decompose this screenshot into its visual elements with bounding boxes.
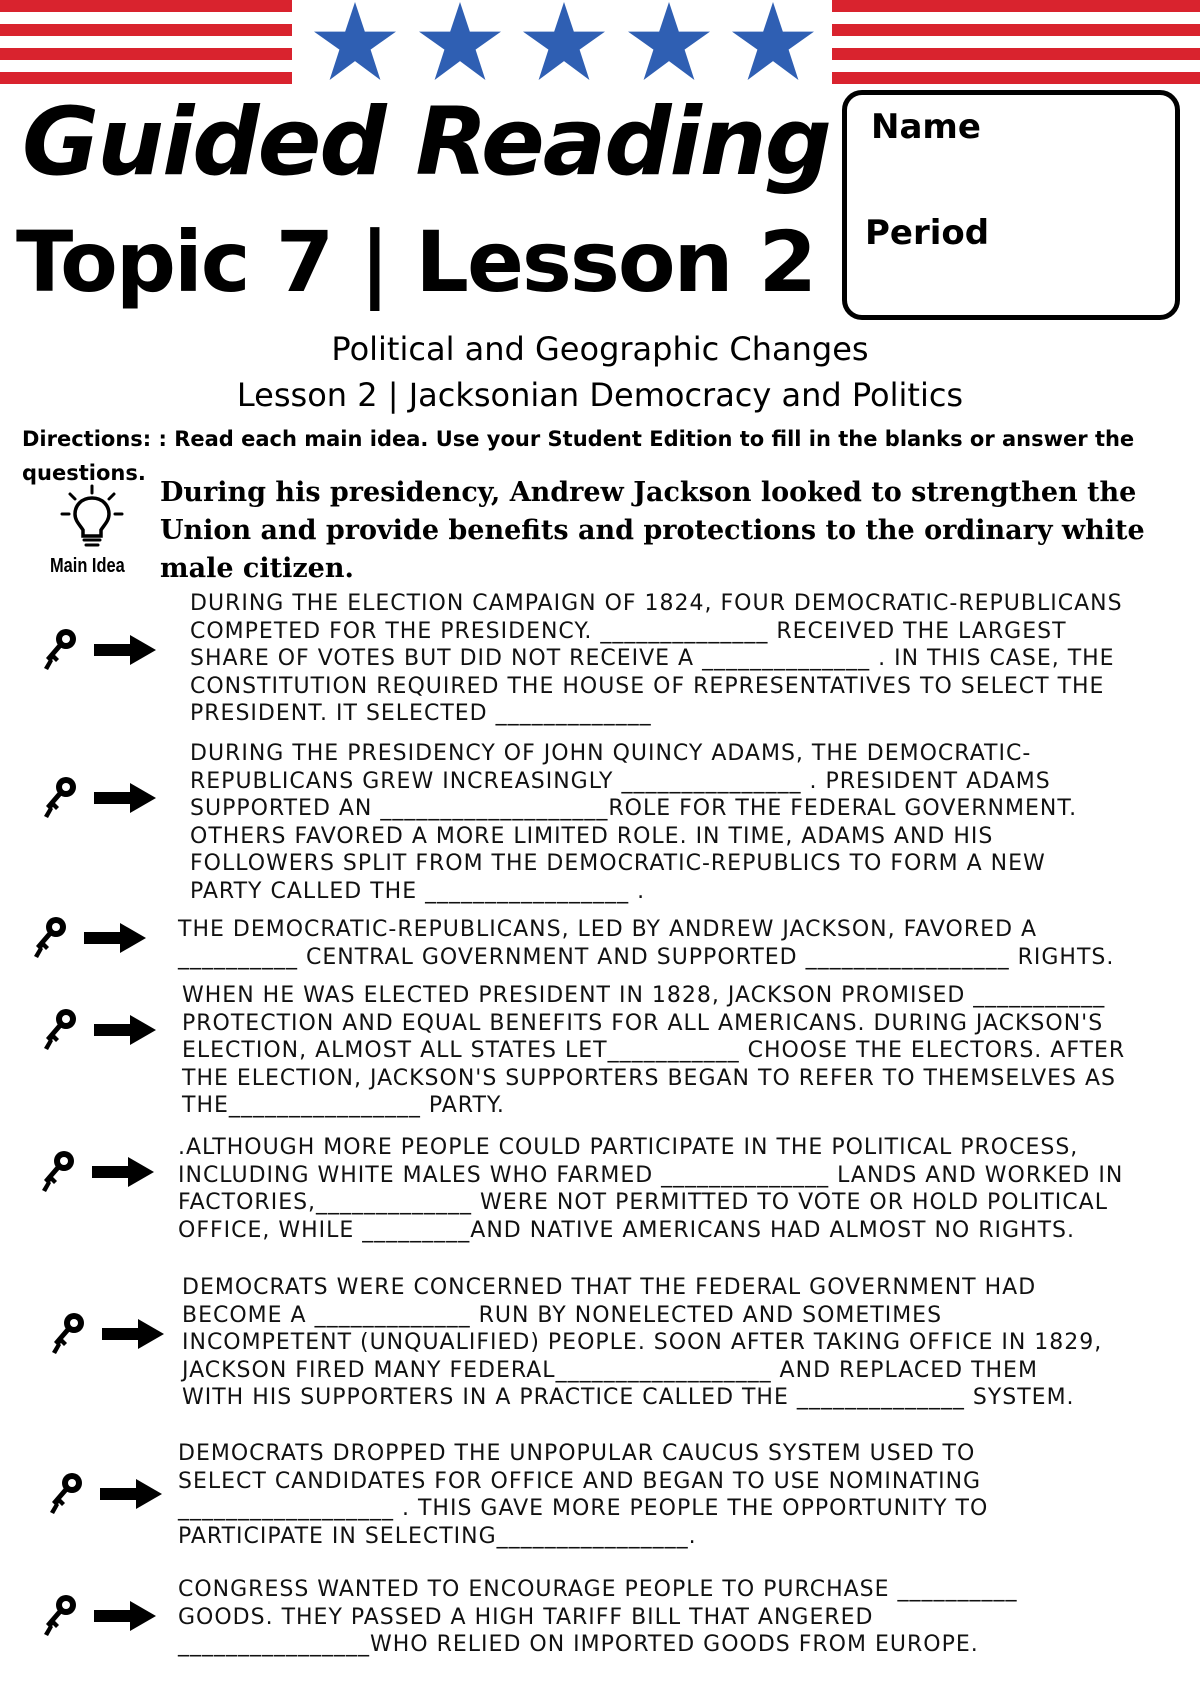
arrow-right-icon [84,923,146,953]
key-icon [40,1594,80,1638]
star-icon [732,2,814,80]
key-icon [40,1008,80,1052]
item-marker [46,1472,162,1516]
item-text[interactable]: WHEN HE WAS ELECTED PRESIDENT IN 1828, JACKSON PROMISED ___________ PROTECTION AND EQUAL BENEFITS FOR ALL AMERICANS. DURING JACKSON'S ELECTION, ALMOST ALL STATES LET___________ CHOOSE THE ELECTORS. AFTER THE ELECTION, JACKSON'S SUPPORTERS BEGAN TO REFER TO THEMSELVES AS THE________________ PARTY. [182,983,1126,1118]
main-idea-text: During his presidency, Andrew Jackson looked to strengthen the Union and provide benefits and protections to the ordinary white male citizen. [160,477,1145,584]
item-marker [40,1008,156,1052]
flag-banner [0,0,1200,80]
arrow-right-icon [100,1479,162,1509]
item-text[interactable]: DEMOCRATS DROPPED THE UNPOPULAR CAUCUS SYSTEM USED TO SELECT CANDIDATES FOR OFFICE AND BEGAN TO USE NOMINATING __________________ . THIS GAVE MORE PEOPLE THE OPPORTUNITY TO PARTICIPATE IN SELECTING________________. [178,1441,989,1549]
lightbulb-icon [60,484,124,550]
name-label: Name [871,107,981,147]
star-icon [314,2,396,80]
item-text[interactable]: DURING THE ELECTION CAMPAIGN OF 1824, FOUR DEMOCRATIC-REPUBLICANS COMPETED FOR THE PRESIDENCY. ______________ RECEIVED THE LARGEST SHARE OF VOTES BUT DID NOT RECEIVE A ______________ . IN THIS CASE, THE CONSTITUTION REQUIRED THE HOUSE OF REPRESENTATIVES TO SELECT THE PRESIDENT. IT SELECTED _____________ [190,591,1123,726]
item-marker [40,628,156,672]
item-marker [48,1312,164,1356]
star-icon [419,2,501,80]
star-icon [523,2,605,80]
key-icon [48,1312,88,1356]
item-text[interactable]: .ALTHOUGH MORE PEOPLE COULD PARTICIPATE IN THE POLITICAL PROCESS, INCLUDING WHITE MALES WHO FARMED ______________ LANDS AND WORKED IN FACTORIES,_____________ WERE NOT PERMITTED TO VOTE OR HOLD POLITICAL OFFICE, WHILE _________AND NATIVE AMERICANS HAD ALMOST NO RIGHTS. [178,1135,1124,1243]
subtitle-topic: Political and Geographic Changes [331,330,869,368]
item-text[interactable]: DURING THE PRESIDENCY OF JOHN QUINCY ADAMS, THE DEMOCRATIC- REPUBLICANS GREW INCREASINGLY _______________ . PRESIDENT ADAMS SUPPORTED AN ___________________ROLE FOR THE FEDERAL GOVERNMENT. OTHERS FAVORED A MORE LIMITED ROLE. IN TIME, ADAMS AND HIS FOLLOWERS SPLIT FROM THE DEMOCRATIC-REPUBLICS TO FORM A NEW PARTY CALLED THE _________________ . [190,741,1078,904]
item-marker [40,776,156,820]
name-period-box[interactable] [842,90,1180,320]
arrow-right-icon [94,783,156,813]
item-text[interactable]: THE DEMOCRATIC-REPUBLICANS, LED BY ANDREW JACKSON, FAVORED A __________ CENTRAL GOVERNMENT AND SUPPORTED _________________ RIGHTS. [178,917,1115,970]
title-topic-lesson: Topic 7 | Lesson 2 [16,213,816,311]
item-text[interactable]: DEMOCRATS WERE CONCERNED THAT THE FEDERAL GOVERNMENT HAD BECOME A _____________ RUN BY NONELECTED AND SOMETIMES INCOMPETENT (UNQUALIFIED) PEOPLE. SOON AFTER TAKING OFFICE IN 1829, JACKSON FIRED MANY FEDERAL__________________ AND REPLACED THEM WITH HIS SUPPORTERS IN A PRACTICE CALLED THE ______________ SYSTEM. [182,1275,1103,1410]
subtitle-lesson: Lesson 2 | Jacksonian Democracy and Politics [236,376,964,414]
arrow-right-icon [102,1319,164,1349]
arrow-right-icon [94,1601,156,1631]
key-icon [38,1150,78,1194]
item-marker [38,1150,154,1194]
arrow-right-icon [94,1015,156,1045]
item-marker [40,1594,156,1638]
left-stripes [0,0,292,76]
item-marker [30,916,146,960]
key-icon [40,776,80,820]
key-icon [46,1472,86,1516]
key-icon [40,628,80,672]
arrow-right-icon [94,635,156,665]
star-icon [628,2,710,80]
item-text[interactable]: CONGRESS WANTED TO ENCOURAGE PEOPLE TO PURCHASE __________ GOODS. THEY PASSED A HIGH TARIFF BILL THAT ANGERED ________________WHO RELIED ON IMPORTED GOODS FROM EUROPE. [178,1577,1018,1657]
directions: Directions: : Read each main idea. Use your Student Edition to fill in the blanks or answer the questions. [22,427,1135,485]
arrow-right-icon [92,1157,154,1187]
period-label: Period [865,213,990,253]
right-stripes [832,0,1200,76]
key-icon [30,916,70,960]
stars-row [314,2,814,78]
title-guided-reading: Guided Reading [22,88,830,197]
main-idea-label: Main Idea [50,555,125,577]
